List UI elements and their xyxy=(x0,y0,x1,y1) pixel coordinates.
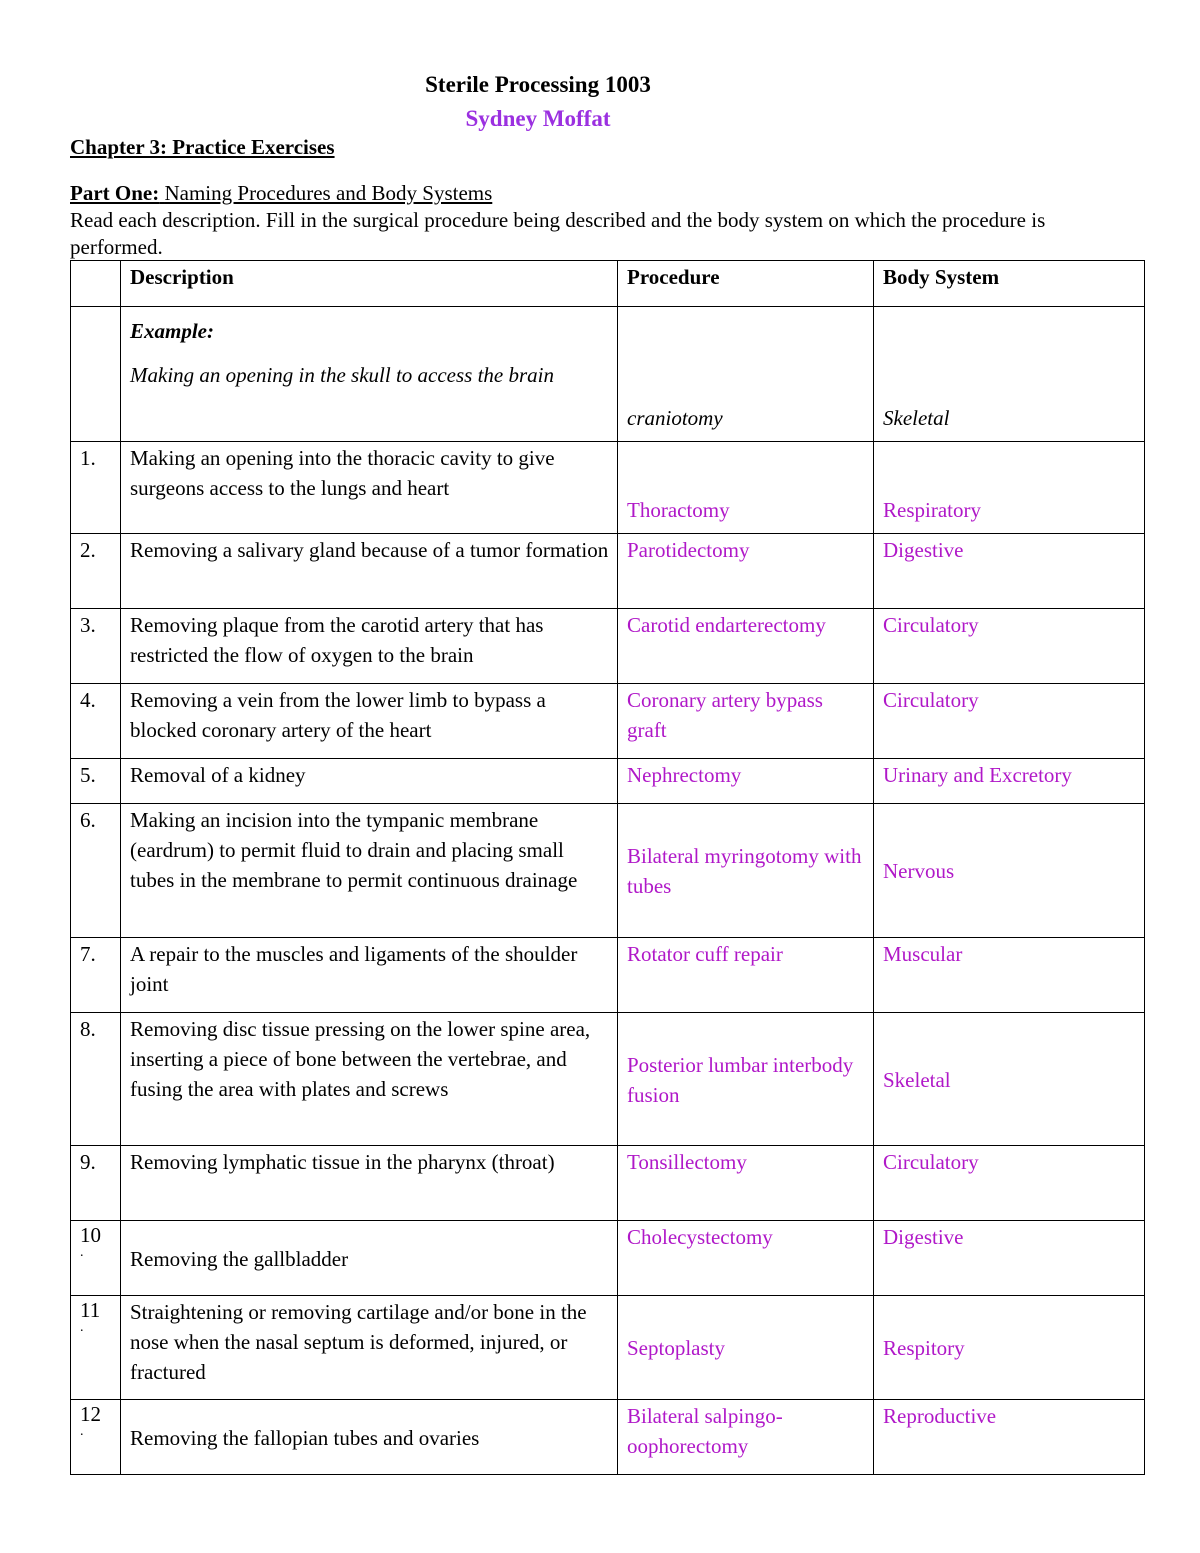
table-row xyxy=(71,609,1145,684)
row-body-system: Muscular xyxy=(874,938,1145,1013)
row-body-system: Respitory xyxy=(874,1296,1145,1400)
header-num xyxy=(71,261,121,307)
row-num-dot: . xyxy=(80,1424,84,1439)
row-description: Straightening or removing cartilage and/or bone in the nose when the nasal septum is deformed, injured, or fractured xyxy=(121,1296,618,1400)
table-row xyxy=(71,1146,1145,1221)
row-body-system: Circulatory xyxy=(874,1146,1145,1221)
row-num xyxy=(71,1296,121,1400)
row-procedure: Bilateral myringotomy with tubes xyxy=(618,804,874,938)
table-header-row xyxy=(71,261,1145,307)
row-body-system: Circulatory xyxy=(874,609,1145,684)
row-num: 4. xyxy=(71,684,121,759)
row-num: 8. xyxy=(71,1013,121,1146)
part-label: Part One: xyxy=(70,181,160,205)
row-description: Removal of a kidney xyxy=(121,759,618,804)
header-body-system: Body System xyxy=(874,261,1145,307)
row-procedure: Nephrectomy xyxy=(618,759,874,804)
row-num-dot: . xyxy=(80,1245,84,1260)
row-description: Making an incision into the tympanic membrane (eardrum) to permit fluid to drain and placing small tubes in the membrane to permit continuous drainage xyxy=(121,804,618,938)
row-body-system: Digestive xyxy=(874,1221,1145,1296)
table-row xyxy=(71,1221,1145,1296)
document-title: Sterile Processing 1003 xyxy=(425,72,651,97)
header-procedure: Procedure xyxy=(618,261,874,307)
table-row xyxy=(71,804,1145,938)
example-row xyxy=(71,307,1145,442)
row-num: 2. xyxy=(71,534,121,609)
row-body-system: Digestive xyxy=(874,534,1145,609)
procedures-table xyxy=(70,260,1145,1475)
row-num: 7. xyxy=(71,938,121,1013)
row-description: Removing plaque from the carotid artery that has restricted the flow of oxygen to the brain xyxy=(121,609,618,684)
author-name: Sydney Moffat xyxy=(465,106,611,131)
row-body-system: Nervous xyxy=(874,804,1145,938)
example-num xyxy=(71,307,121,442)
example-body-system: Skeletal xyxy=(874,307,1145,442)
row-num: 9. xyxy=(71,1146,121,1221)
row-procedure: Bilateral salpingo-oophorectomy xyxy=(618,1400,874,1475)
row-body-system: Urinary and Excretory xyxy=(874,759,1145,804)
row-body-system: Skeletal xyxy=(874,1013,1145,1146)
table-row xyxy=(71,1400,1145,1475)
part-title: Naming Procedures and Body Systems xyxy=(164,181,493,205)
instructions: Read each description. Fill in the surgical procedure being described and the body system on which the procedure is performed. xyxy=(70,208,1046,259)
table-row xyxy=(71,1013,1145,1146)
row-description: A repair to the muscles and ligaments of the shoulder joint xyxy=(121,938,618,1013)
row-procedure: Parotidectomy xyxy=(618,534,874,609)
table-row xyxy=(71,442,1145,534)
row-procedure: Coronary artery bypass graft xyxy=(618,684,874,759)
row-procedure: Thoractomy xyxy=(618,442,874,534)
table-row xyxy=(71,759,1145,804)
row-procedure: Cholecystectomy xyxy=(618,1221,874,1296)
part-heading xyxy=(70,181,492,206)
row-num-digits: 10 xyxy=(80,1223,101,1247)
row-description: Removing lymphatic tissue in the pharynx (throat) xyxy=(121,1146,618,1221)
row-procedure: Posterior lumbar interbody fusion xyxy=(618,1013,874,1146)
row-body-system: Reproductive xyxy=(874,1400,1145,1475)
row-description: Removing a salivary gland because of a tumor formation xyxy=(121,534,618,609)
example-description: Making an opening in the skull to access the brain xyxy=(130,363,555,387)
example-description-cell xyxy=(121,307,618,442)
row-num-dot: . xyxy=(80,1320,84,1335)
row-procedure: Septoplasty xyxy=(618,1296,874,1400)
table-row xyxy=(71,938,1145,1013)
table-row xyxy=(71,534,1145,609)
row-num xyxy=(71,1400,121,1475)
row-description: Removing the gallbladder xyxy=(121,1221,618,1296)
example-procedure: craniotomy xyxy=(618,307,874,442)
row-description: Removing the fallopian tubes and ovaries xyxy=(121,1400,618,1475)
table-row xyxy=(71,684,1145,759)
row-procedure: Rotator cuff repair xyxy=(618,938,874,1013)
row-num: 1. xyxy=(71,442,121,534)
chapter-heading: Chapter 3: Practice Exercises xyxy=(70,135,335,159)
header-description: Description xyxy=(121,261,618,307)
row-num: 6. xyxy=(71,804,121,938)
example-label: Example: xyxy=(130,319,214,343)
table-row xyxy=(71,1296,1145,1400)
row-num-digits: 11 xyxy=(80,1298,101,1322)
row-body-system: Respiratory xyxy=(874,442,1145,534)
row-description: Removing a vein from the lower limb to bypass a blocked coronary artery of the heart xyxy=(121,684,618,759)
row-num-digits: 12 xyxy=(80,1402,101,1426)
row-procedure: Tonsillectomy xyxy=(618,1146,874,1221)
row-procedure: Carotid endarterectomy xyxy=(618,609,874,684)
row-body-system: Circulatory xyxy=(874,684,1145,759)
row-num: 5. xyxy=(71,759,121,804)
row-description: Making an opening into the thoracic cavity to give surgeons access to the lungs and heart xyxy=(121,442,618,534)
row-num xyxy=(71,1221,121,1296)
row-description: Removing disc tissue pressing on the lower spine area, inserting a piece of bone between the vertebrae, and fusing the area with plates and screws xyxy=(121,1013,618,1146)
row-num: 3. xyxy=(71,609,121,684)
